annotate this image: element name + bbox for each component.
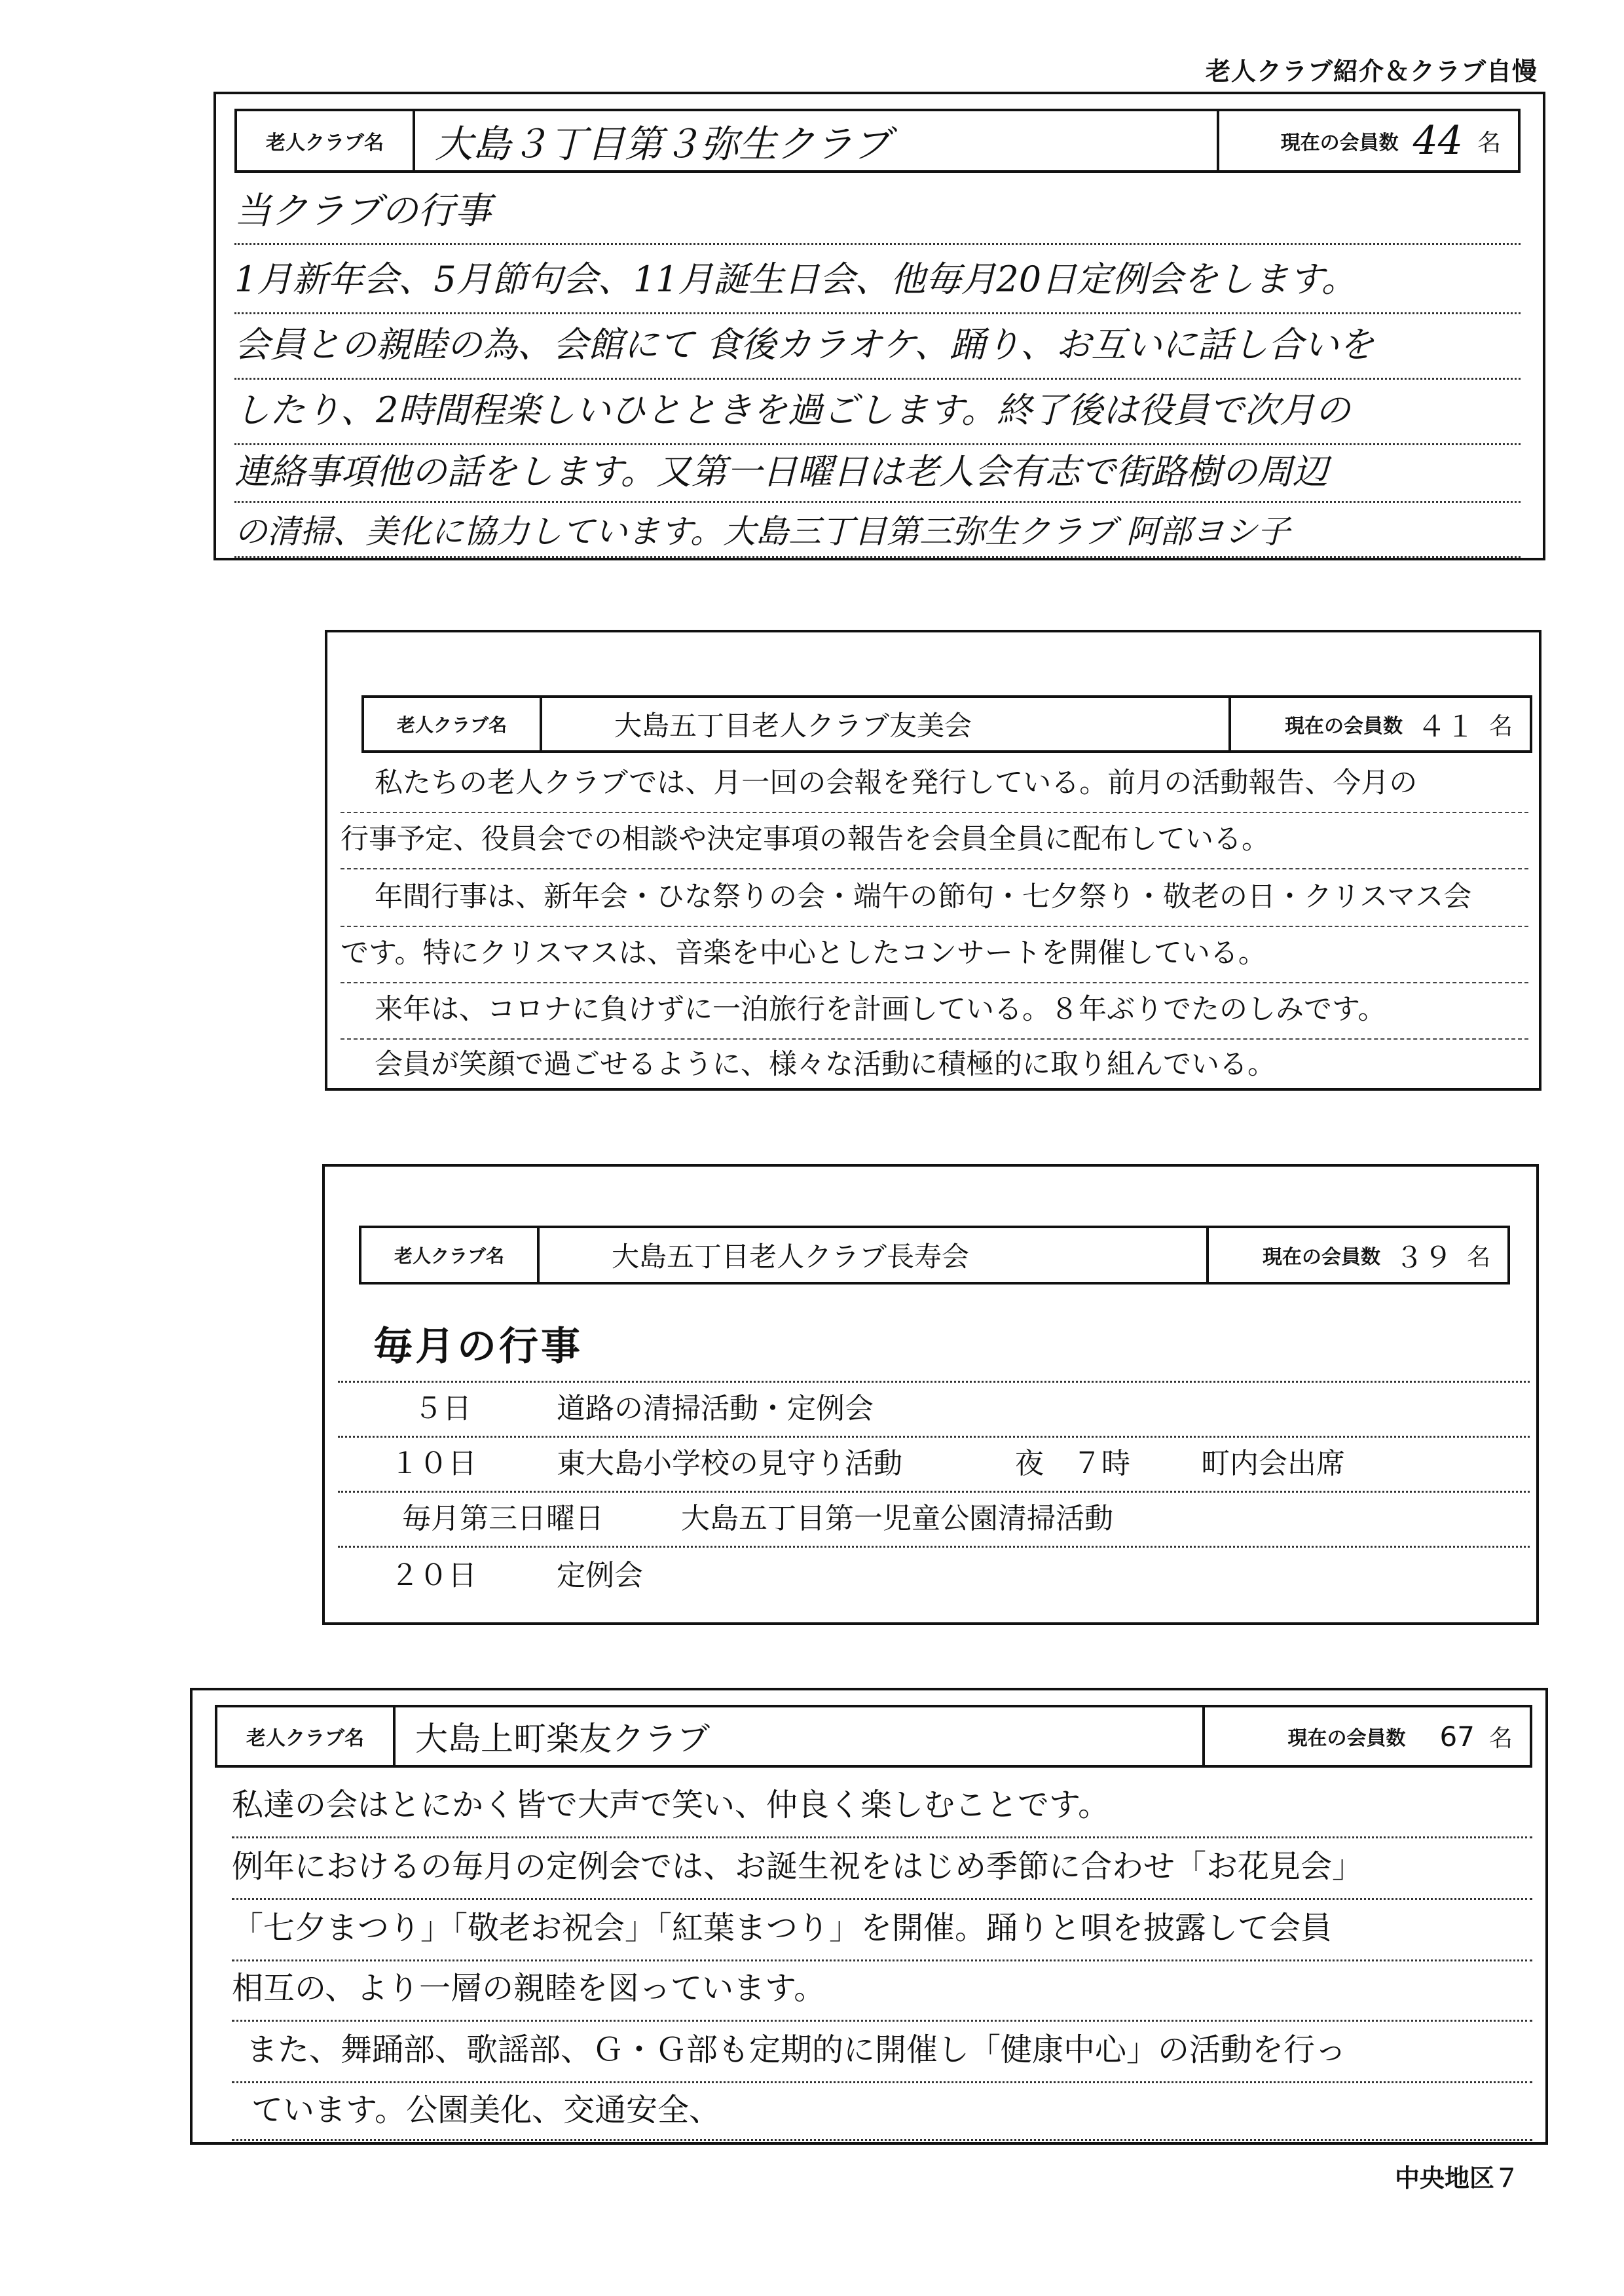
member-count-value: 67 [1439,1720,1475,1753]
member-count-unit: 名 [1466,1243,1490,1271]
club-card-chojukai [322,1164,1539,1625]
schedule-heading [338,1317,1530,1383]
club-name: 大島３丁目第３弥生クラブ [415,111,1219,170]
page-header-title: 老人クラブ紹介＆クラブ自慢 [1205,57,1538,86]
member-count-label: 現在の会員数 [1262,1246,1380,1269]
schedule-text: 定例会 [557,1559,643,1592]
schedule-text: 東大島小学校の見守り活動 [557,1447,902,1480]
schedule-row [338,1494,1530,1548]
schedule-row [338,1384,1530,1438]
text-line: 私達の会はとにかく皆で大声で笑い、仲良く楽しむことです。 [232,1779,1532,1838]
text-line: です。特にクリスマスは、音楽を中心としたコンサートを開催している。 [341,931,1528,983]
schedule-row [338,1439,1530,1493]
member-count-unit: 名 [1488,712,1513,740]
club-name-label: 老人クラブ名 [217,1707,396,1765]
schedule-day: １０日 [390,1447,477,1480]
text-line: ています。公園美化、交通安全、 [232,2085,1532,2141]
text-line: 行事予定、役員会での相談や決定事項の報告を会員全員に配布している。 [341,817,1528,869]
club-name: 大島上町楽友クラブ [396,1707,1205,1765]
member-count-box [1219,111,1518,170]
club-header [361,695,1532,753]
text-line: 会員との親睦の為、会館にて 食後カラオケ、踊り、お互いに話し合いを [234,317,1521,380]
schedule-text: 道路の清掃活動・定例会 [557,1392,874,1425]
text-line: 相互の、より一層の親睦を図っています。 [232,1963,1532,2022]
club-card-yayoi [213,92,1545,560]
club-name: 大島五丁目老人クラブ友美会 [542,698,1231,750]
text-line: 年間行事は、新年会・ひな祭りの会・端午の節句・七夕祭り・敬老の日・クリスマス会 [341,875,1528,927]
schedule-text: 大島五丁目第一児童公園清掃活動 [681,1502,1113,1535]
text-line: 会員が笑顔で過ごせるように、様々な活動に積極的に取り組んでいる。 [375,1048,1276,1081]
schedule-time: 夜 ７時 [1015,1447,1130,1480]
member-count-value: ４１ [1416,710,1475,744]
page-footer: 中央地区７ [1394,2164,1519,2193]
club-header [215,1705,1532,1768]
club-name-label: 老人クラブ名 [237,111,415,170]
club-card-yubikai [325,630,1541,1091]
text-line: 例年におけるの毎月の定例会では、お誕生祝をはじめ季節に合わせ「お花見会」 [232,1841,1532,1900]
schedule-day: ２０日 [390,1559,477,1592]
member-count-label: 現在の会員数 [1280,132,1399,155]
text-line: 1月新年会、5月節句会、11月誕生日会、他毎月20日定例会をします。 [234,251,1521,314]
member-count-value: ３９ [1394,1241,1452,1275]
club-activities-heading: 当クラブの行事 [234,182,1521,245]
text-line: 「七夕まつり」「敬老お祝会」「紅葉まつり」を開催。踊りと唄を披露して会員 [232,1903,1532,1961]
club-card-rakuyu [190,1688,1548,2145]
member-count-unit: 名 [1477,129,1501,156]
text-line: また、舞踊部、歌謡部、Ｇ・Ｇ部も定期的に開催し「健康中心」の活動を行っ [232,2024,1532,2083]
member-count-unit: 名 [1488,1724,1513,1752]
club-name-label: 老人クラブ名 [364,698,542,750]
club-header [359,1226,1510,1285]
text-line: 来年は、コロナに負けずに一泊旅行を計画している。８年ぶりでたのしみです。 [341,987,1528,1040]
club-header [234,109,1521,173]
text-line: 私たちの老人クラブでは、月一回の会報を発行している。前月の活動報告、今月の [341,761,1528,813]
schedule-row [338,1549,1530,1603]
member-count-box [1205,1707,1530,1765]
text-line: したり、2時間程楽しいひとときを過ごします。終了後は役員で次月の [234,382,1521,445]
member-count-label: 現在の会員数 [1284,715,1403,738]
member-count-box [1209,1228,1507,1282]
member-count-label: 現在の会員数 [1287,1727,1406,1750]
schedule-day: 毎月第三日曜日 [402,1502,604,1535]
text-line: 連絡事項他の話をします。又第一日曜日は老人会有志で街路樹の周辺 [234,444,1521,503]
club-name: 大島五丁目老人クラブ長寿会 [540,1228,1209,1282]
schedule-note: 町内会出席 [1201,1447,1345,1480]
member-count-box [1231,698,1530,750]
text-line: の清掃、美化に協力しています。大島三丁目第三弥生クラブ 阿部ヨシ子 [234,505,1521,558]
schedule-day: ５日 [414,1392,471,1425]
schedule-heading-text: 毎月の行事 [373,1324,583,1370]
club-name-label: 老人クラブ名 [361,1228,540,1282]
member-count-value: 44 [1412,118,1463,164]
